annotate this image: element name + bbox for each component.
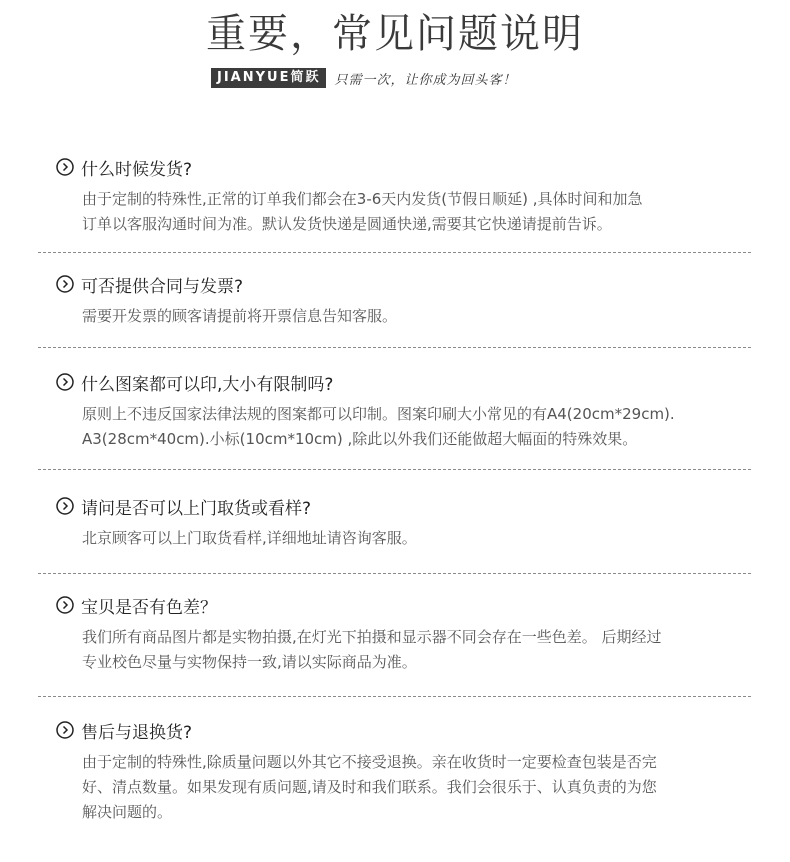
brand-row bbox=[211, 68, 516, 88]
chevron-circle-icon bbox=[56, 275, 74, 293]
faq-question bbox=[56, 593, 217, 617]
faq-answer-line: 北京顾客可以上门取货看样,详细地址请咨询客服。 bbox=[82, 529, 417, 547]
faq-answer-line: 专业校色尽量与实物保持一致,请以实际商品为准。 bbox=[82, 653, 417, 671]
brand-logo: JIANYUE简跃 bbox=[211, 68, 326, 88]
faq-question bbox=[56, 370, 333, 394]
faq-question bbox=[56, 718, 192, 742]
faq-answer-line: 由于定制的特殊性,正常的订单我们都会在3-6天内发货(节假日顺延) ,具体时间和加急 bbox=[82, 190, 643, 208]
faq-question-text: 什么图案都可以印,大小有限制吗? bbox=[81, 374, 334, 395]
faq-answer-line: 好、清点数量。如果发现有质问题,请及时和我们联系。我们会很乐于、认真负责的为您 bbox=[82, 778, 657, 796]
faq-answer bbox=[82, 625, 732, 675]
chevron-circle-icon bbox=[56, 158, 74, 176]
faq-question bbox=[56, 494, 311, 518]
faq-answer-line: 由于定制的特殊性,除质量问题以外其它不接受退换。亲在收货时一定要检查包装是否完 bbox=[82, 753, 657, 771]
faq-answer-line: A3(28cm*40cm).小标(10cm*10cm) ,除此以外我们还能做超大幅面的特殊效果。 bbox=[82, 430, 638, 448]
faq-answer-line: 订单以客服沟通时间为准。默认发货快递是圆通快递,需要其它快递请提前告诉。 bbox=[82, 215, 612, 233]
faq-answer bbox=[82, 526, 732, 551]
dashed-divider bbox=[38, 573, 751, 574]
chevron-circle-icon bbox=[56, 721, 74, 739]
dashed-divider bbox=[38, 469, 751, 470]
dashed-divider bbox=[38, 347, 751, 348]
faq-question-text: 什么时候发货? bbox=[81, 159, 193, 180]
chevron-circle-icon bbox=[56, 373, 74, 391]
faq-answer bbox=[82, 750, 732, 825]
faq-question-text: 宝贝是否有色差？ bbox=[81, 597, 217, 618]
dashed-divider bbox=[38, 696, 751, 697]
dashed-divider bbox=[38, 252, 751, 253]
faq-question-text: 售后与退换货? bbox=[81, 722, 193, 743]
faq-question-text: 可否提供合同与发票? bbox=[81, 276, 244, 297]
faq-answer-line: 需要开发票的顾客请提前将开票信息告知客服。 bbox=[82, 307, 398, 325]
faq-answer-line: 解决问题的。 bbox=[82, 803, 173, 821]
faq-question bbox=[56, 272, 243, 296]
brand-slogan: 只需一次，让你成为回头客！ bbox=[334, 72, 517, 88]
faq-question-text: 请问是否可以上门取货或看样? bbox=[81, 498, 312, 519]
faq-answer-line: 我们所有商品图片都是实物拍摄,在灯光下拍摄和显示器不同会存在一些色差。 后期经过 bbox=[82, 628, 662, 646]
page-title: 重要，常见问题说明 bbox=[206, 11, 584, 57]
faq-answer bbox=[82, 402, 732, 452]
faq-answer bbox=[82, 304, 732, 329]
faq-answer-line: 原则上不违反国家法律法规的图案都可以印制。图案印刷大小常见的有A4(20cm*29cm). bbox=[82, 405, 675, 423]
faq-answer bbox=[82, 187, 732, 237]
faq-question bbox=[56, 155, 192, 179]
chevron-circle-icon bbox=[56, 596, 74, 614]
chevron-circle-icon bbox=[56, 497, 74, 515]
